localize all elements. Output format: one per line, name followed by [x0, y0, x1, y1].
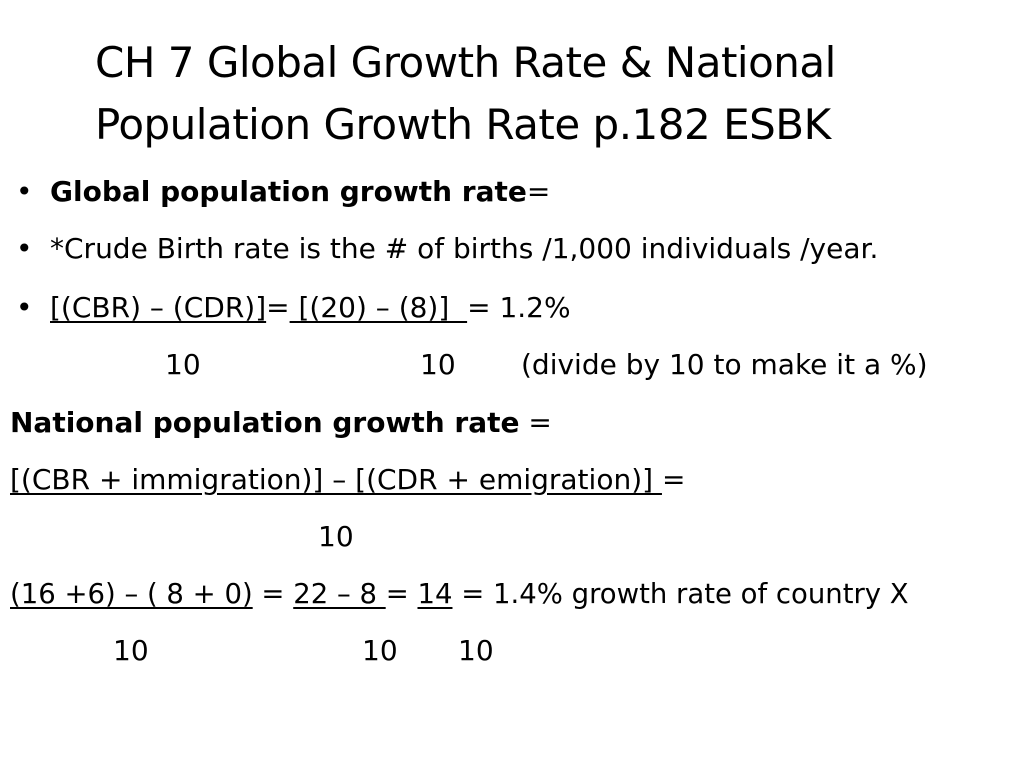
divide-note: (divide by 10 to make it a %) — [521, 348, 928, 381]
bullet-marker: • — [16, 291, 33, 324]
slide-title: CH 7 Global Growth Rate & National Population Growth Rate p.182 ESBK — [95, 38, 836, 149]
example-numerator-3: 14 — [417, 578, 453, 610]
national-example — [10, 577, 909, 611]
formula-numerator: [(CBR) – (CDR)] — [50, 291, 267, 324]
national-growth-equals: = — [519, 406, 552, 439]
bullet-global-growth-rate — [50, 175, 550, 209]
national-growth-heading — [10, 406, 552, 440]
example-denominator-2: 10 — [362, 634, 398, 667]
bullet-marker: • — [16, 175, 33, 208]
national-growth-label: National population growth rate — [10, 406, 520, 439]
national-formula-numerator: [(CBR + immigration)] – [(CDR + emigration)] — [10, 463, 662, 496]
global-growth-equals: = — [526, 175, 551, 208]
national-formula-equals: = — [661, 463, 686, 496]
example-equals-2: = — [385, 578, 418, 610]
formula-denominator: 10 — [165, 348, 201, 381]
example-equals-1: = — [252, 578, 294, 610]
example-denominator-3: 10 — [458, 634, 494, 667]
formula-equals: = — [266, 291, 290, 324]
example-numerator-1: (16 +6) – ( 8 + 0) — [10, 578, 253, 610]
example-result: = 1.4% growth rate of country X — [452, 578, 909, 610]
example-denominator-1: 10 — [113, 634, 149, 667]
bullet-crude-birth-rate: *Crude Birth rate is the # of births /1,000 individuals /year. — [50, 232, 879, 265]
formula-result: = 1.2% — [467, 291, 571, 324]
bullet-marker: • — [16, 232, 33, 265]
example-numerator: [(20) – (8)] — [289, 291, 468, 324]
example-denominator: 10 — [420, 348, 456, 381]
bullet-global-formula — [50, 291, 571, 325]
national-formula — [10, 463, 685, 497]
example-numerator-2: 22 – 8 — [293, 578, 386, 610]
national-formula-denominator: 10 — [318, 520, 354, 553]
global-growth-label: Global population growth rate — [50, 175, 527, 208]
